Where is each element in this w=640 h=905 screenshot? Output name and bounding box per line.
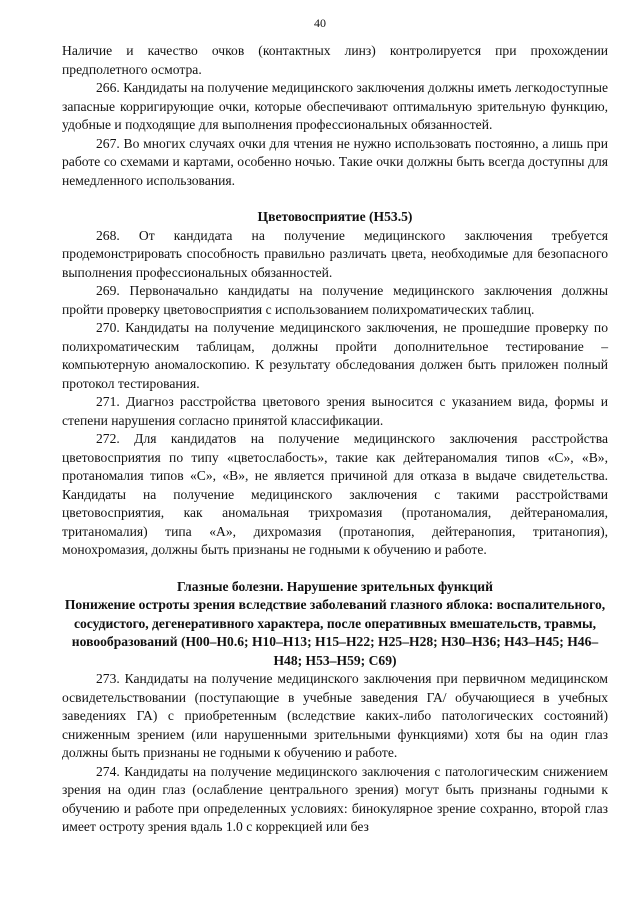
paragraph: 272. Для кандидатов на получение медицинского заключения расстройства цветовосприятия по типу «цветослабость», такие как дейтераномалия типов «С», «В», протаномалия типов «С», «В», не является причиной для отказа в выдаче свидетельства. Кандидаты на получение медицинского заключения с такими расстройствами цветовосприятия, как аномальная трихромазия (протаномалия, дейтераномалия, тританомалия) типа «А», дихромазия (протанопия, дейтеранопия, тританопия), монохромазия, должны быть признаны не годными к обучению и работе. xyxy=(62,431,608,557)
paragraph: 274. Кандидаты на получение медицинского заключения с патологическим снижением зрения на один глаз (ослабление центрального зрения) могут быть признаны годными к обучению и работе при определенных условиях: бинокулярное зрение сохранно, второй глаз имеет остроту зрения вдаль 1.0 с коррекцией или без xyxy=(62,763,608,834)
paragraph: 267. Во многих случаях очки для чтения не нужно использовать постоянно, а лишь при работе со схемами и картами, особенно ночью. Такие очки должны быть всегда доступны для немедленного использования. xyxy=(62,135,608,188)
section-heading-eye-diseases: Глазные болезни. Нарушение зрительных функций xyxy=(177,578,493,594)
section-heading-color-perception: Цветовосприятие (H53.5) xyxy=(257,209,413,224)
paragraph: 268. От кандидата на получение медицинского заключения требуется продемонстрировать способность правильно различать цвета, необходимые для безопасного выполнения профессиональных обязанностей. xyxy=(62,227,608,280)
paragraph: 273. Кандидаты на получение медицинского заключения при первичном медицинском освидетельствовании (поступающие в учебные заведения ГА/ обучающиеся в учебных заведениях ГА) с приобретенным (вследствие каких-либо патологических состояний) сниженным зрением (или нарушенными зрительными функциями) хотя бы на один глаз должны быть признаны не годными к обучению и работе. xyxy=(62,671,608,760)
paragraph: 270. Кандидаты на получение медицинского заключения, не прошедшие проверку по полихроматическим таблицам, должны пройти дополнительное тестирование – компьютерную аномалоскопию. К результату обследования должен быть приложен полный протокол тестирования. xyxy=(62,320,608,391)
page-number: 40 xyxy=(314,16,326,30)
subsection-heading-visual-acuity: Понижение остроты зрения вследствие заболеваний глазного яблока: воспалительного, сосудистого, дегенеративного характера, после оперативных вмешательств, травмы, новообразований (H00–H0.6; H10–H13; H15–H22; H25–H28; H30–H36; H43–H45; H46–H48; H53–H59; C69) xyxy=(64,597,606,668)
paragraph: Наличие и качество очков (контактных линз) контролируется при прохождении предполетного осмотра. xyxy=(62,43,608,77)
paragraph: 269. Первоначально кандидаты на получение медицинского заключения должны пройти проверку цветовосприятия с использованием полихроматических таблиц. xyxy=(62,283,608,317)
paragraph: 271. Диагноз расстройства цветового зрения выносится с указанием вида, формы и степени нарушения согласно принятой классификации. xyxy=(62,394,608,428)
document-body xyxy=(62,42,608,837)
paragraph: 266. Кандидаты на получение медицинского заключения должны иметь легкодоступные запасные корригирующие очки, которые обеспечивают оптимальную зрительную функцию, удобные и подходящие для выполнения профессиональных обязанностей. xyxy=(62,80,608,132)
